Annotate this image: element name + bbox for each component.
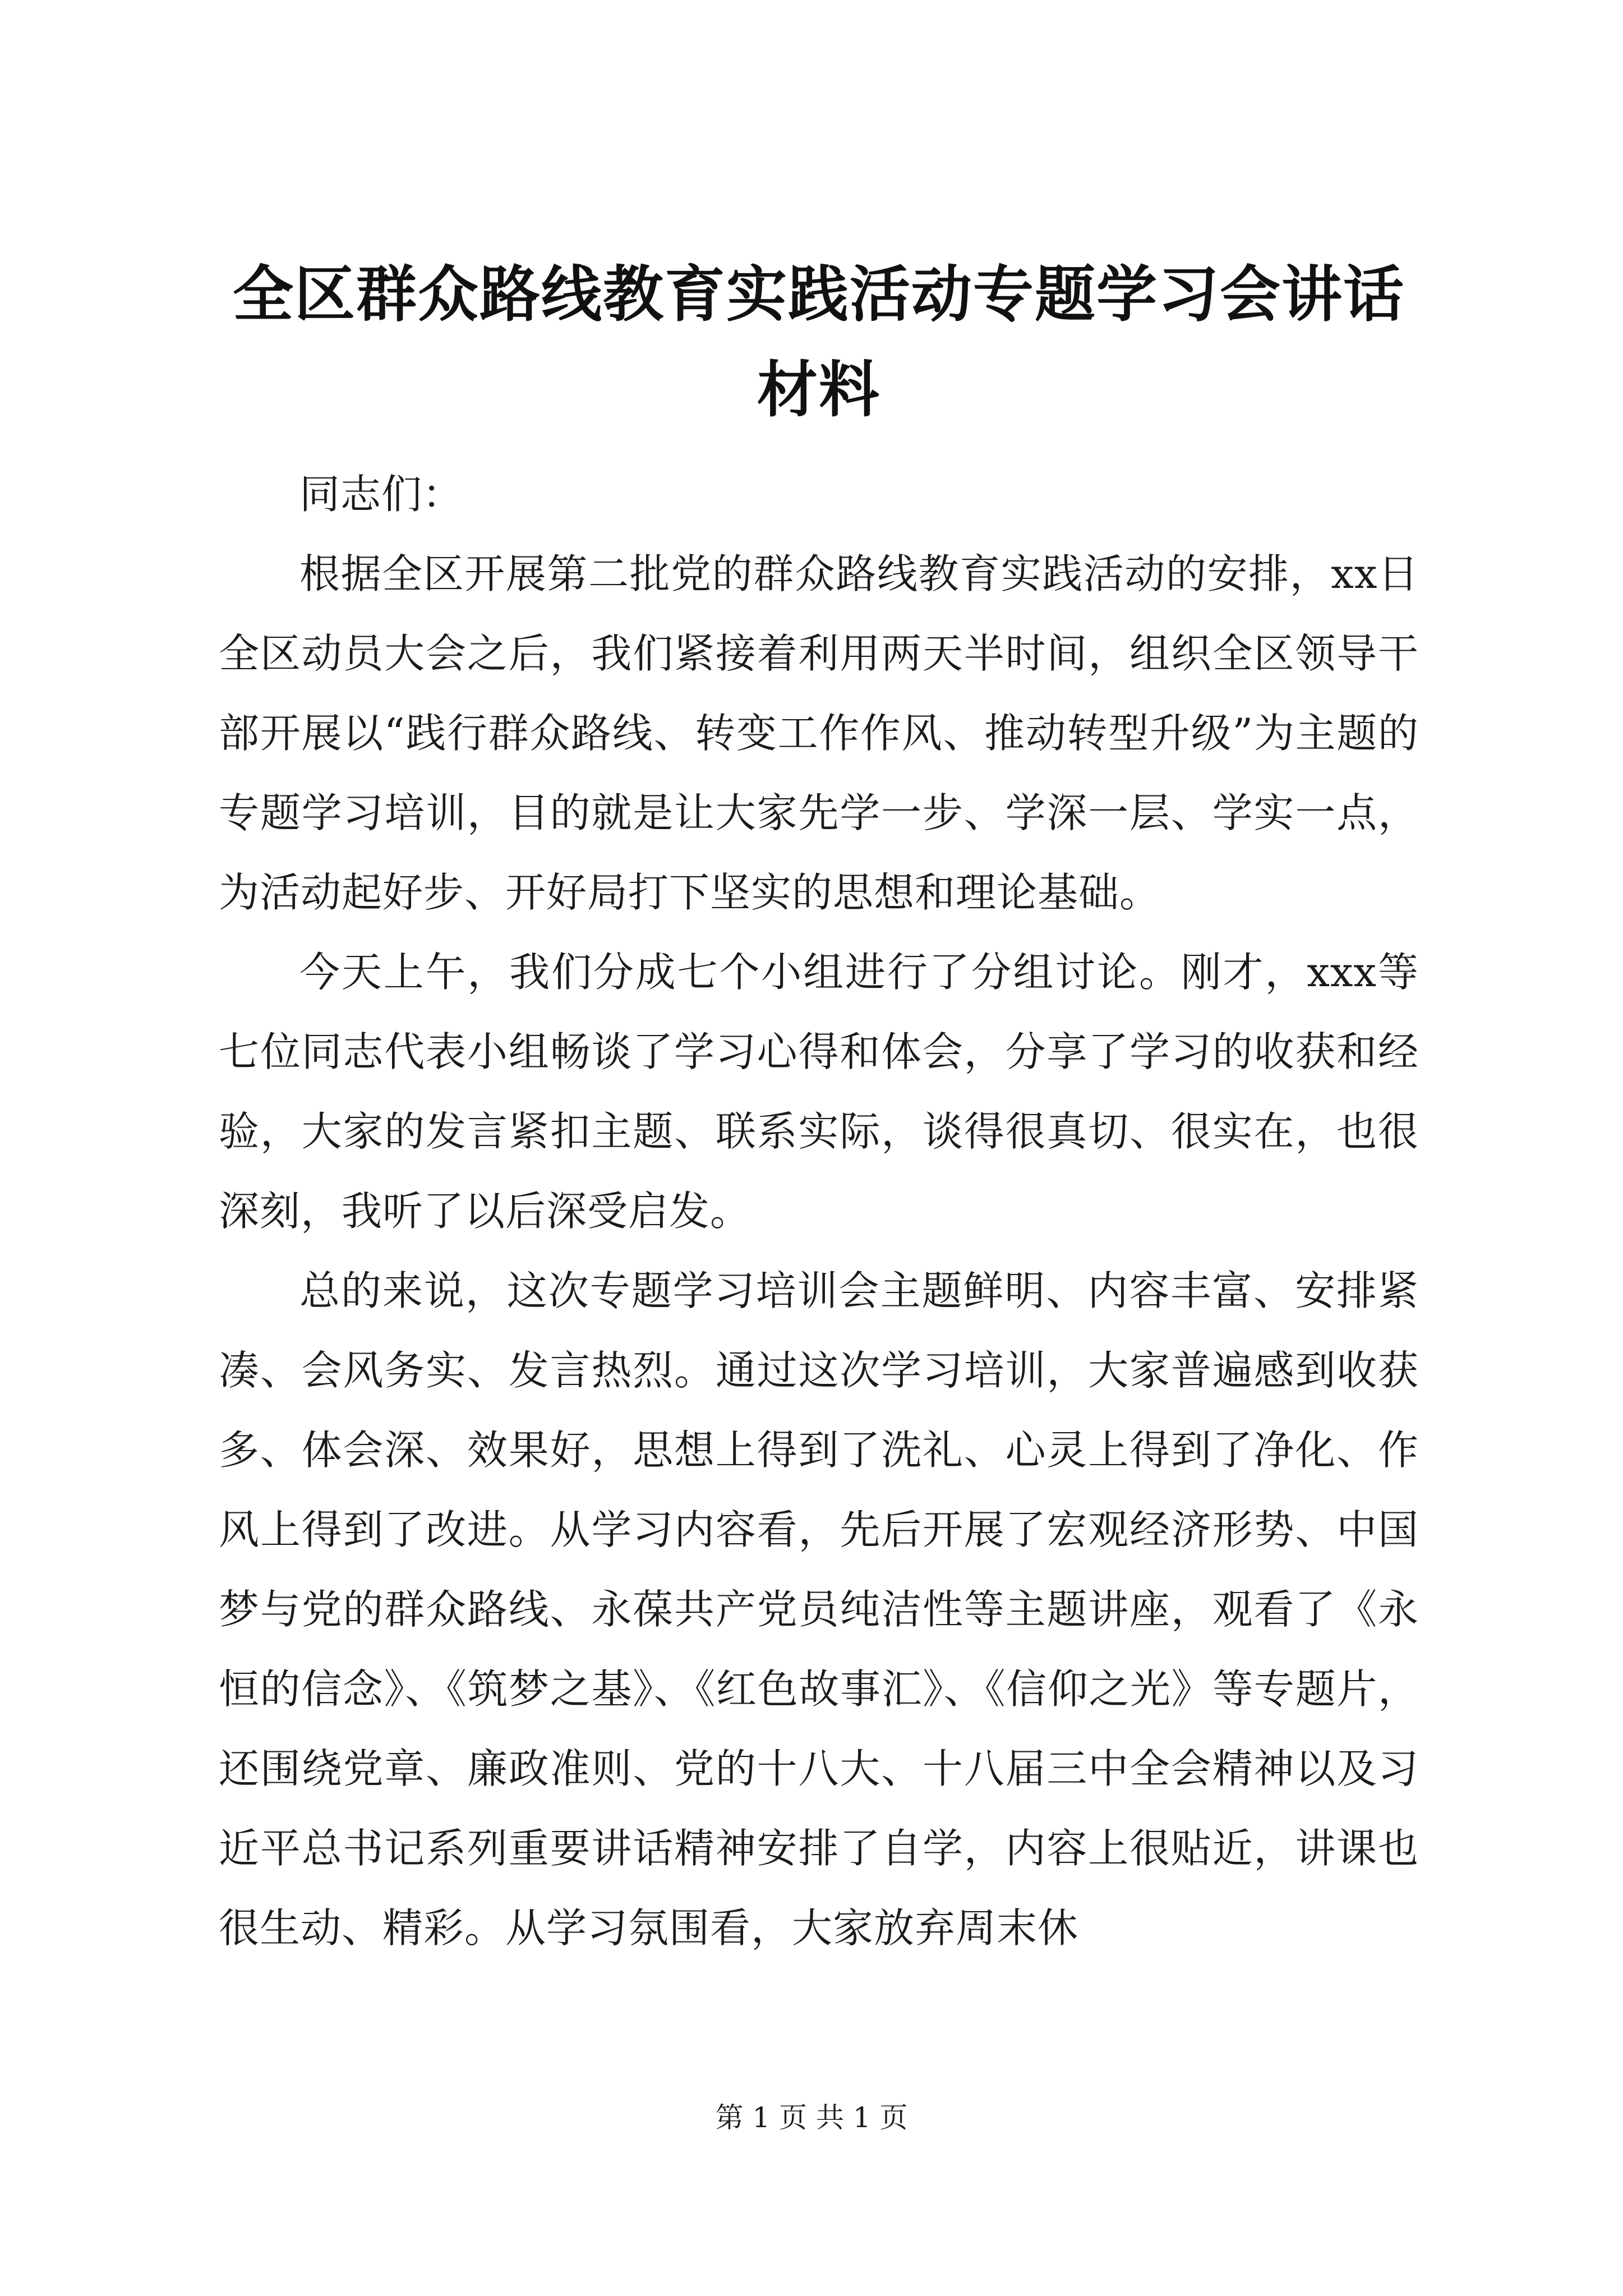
paragraph-salutation: 同志们： [299,471,464,518]
page-footer: 第 1 页 共 1 页 [715,2101,908,2134]
paragraph: 今天上午，我们分成七个小组进行了分组讨论。刚才，xxx等七位同志代表小组畅谈了学习心得和体会，分享了学习的收获和经验，大家的发言紧扣主题、联系实际，谈得很真切、很实在，也很深刻，我听了以后深受启发。 [219,949,1419,1235]
document-content [219,247,1419,1968]
document-title: 全区群众路线教育实践活动专题学习会讲话材料 [232,259,1405,425]
paragraph: 根据全区开展第二批党的群众路线教育实践活动的安排，xx日全区动员大会之后，我们紧接着利用两天半时间，组织全区领导干部开展以“践行群众路线、转变工作作风、推动转型升级”为主题的专题学习培训，目的就是让大家先学一步、学深一层、学实一点，为活动起好步、开好局打下坚实的思想和理论基础。 [219,550,1419,916]
paragraph: 总的来说，这次专题学习培训会主题鲜明、内容丰富、安排紧凑、会风务实、发言热烈。通过这次学习培训，大家普遍感到收获多、体会深、效果好，思想上得到了洗礼、心灵上得到了净化、作风上得到了改进。从学习内容看，先后开展了宏观经济形势、中国梦与党的群众路线、永葆共产党员纯洁性等主题讲座，观看了《永恒的信念》、《筑梦之基》、《红色故事汇》、《信仰之光》等专题片，还围绕党章、廉政准则、党的十八大、十八届三中全会精神以及习近平总书记系列重要讲话精神安排了自学，内容上很贴近，讲课也很生动、精彩。从学习氛围看，大家放弃周末休 [219,1267,1419,1952]
document-body [219,454,1419,1968]
